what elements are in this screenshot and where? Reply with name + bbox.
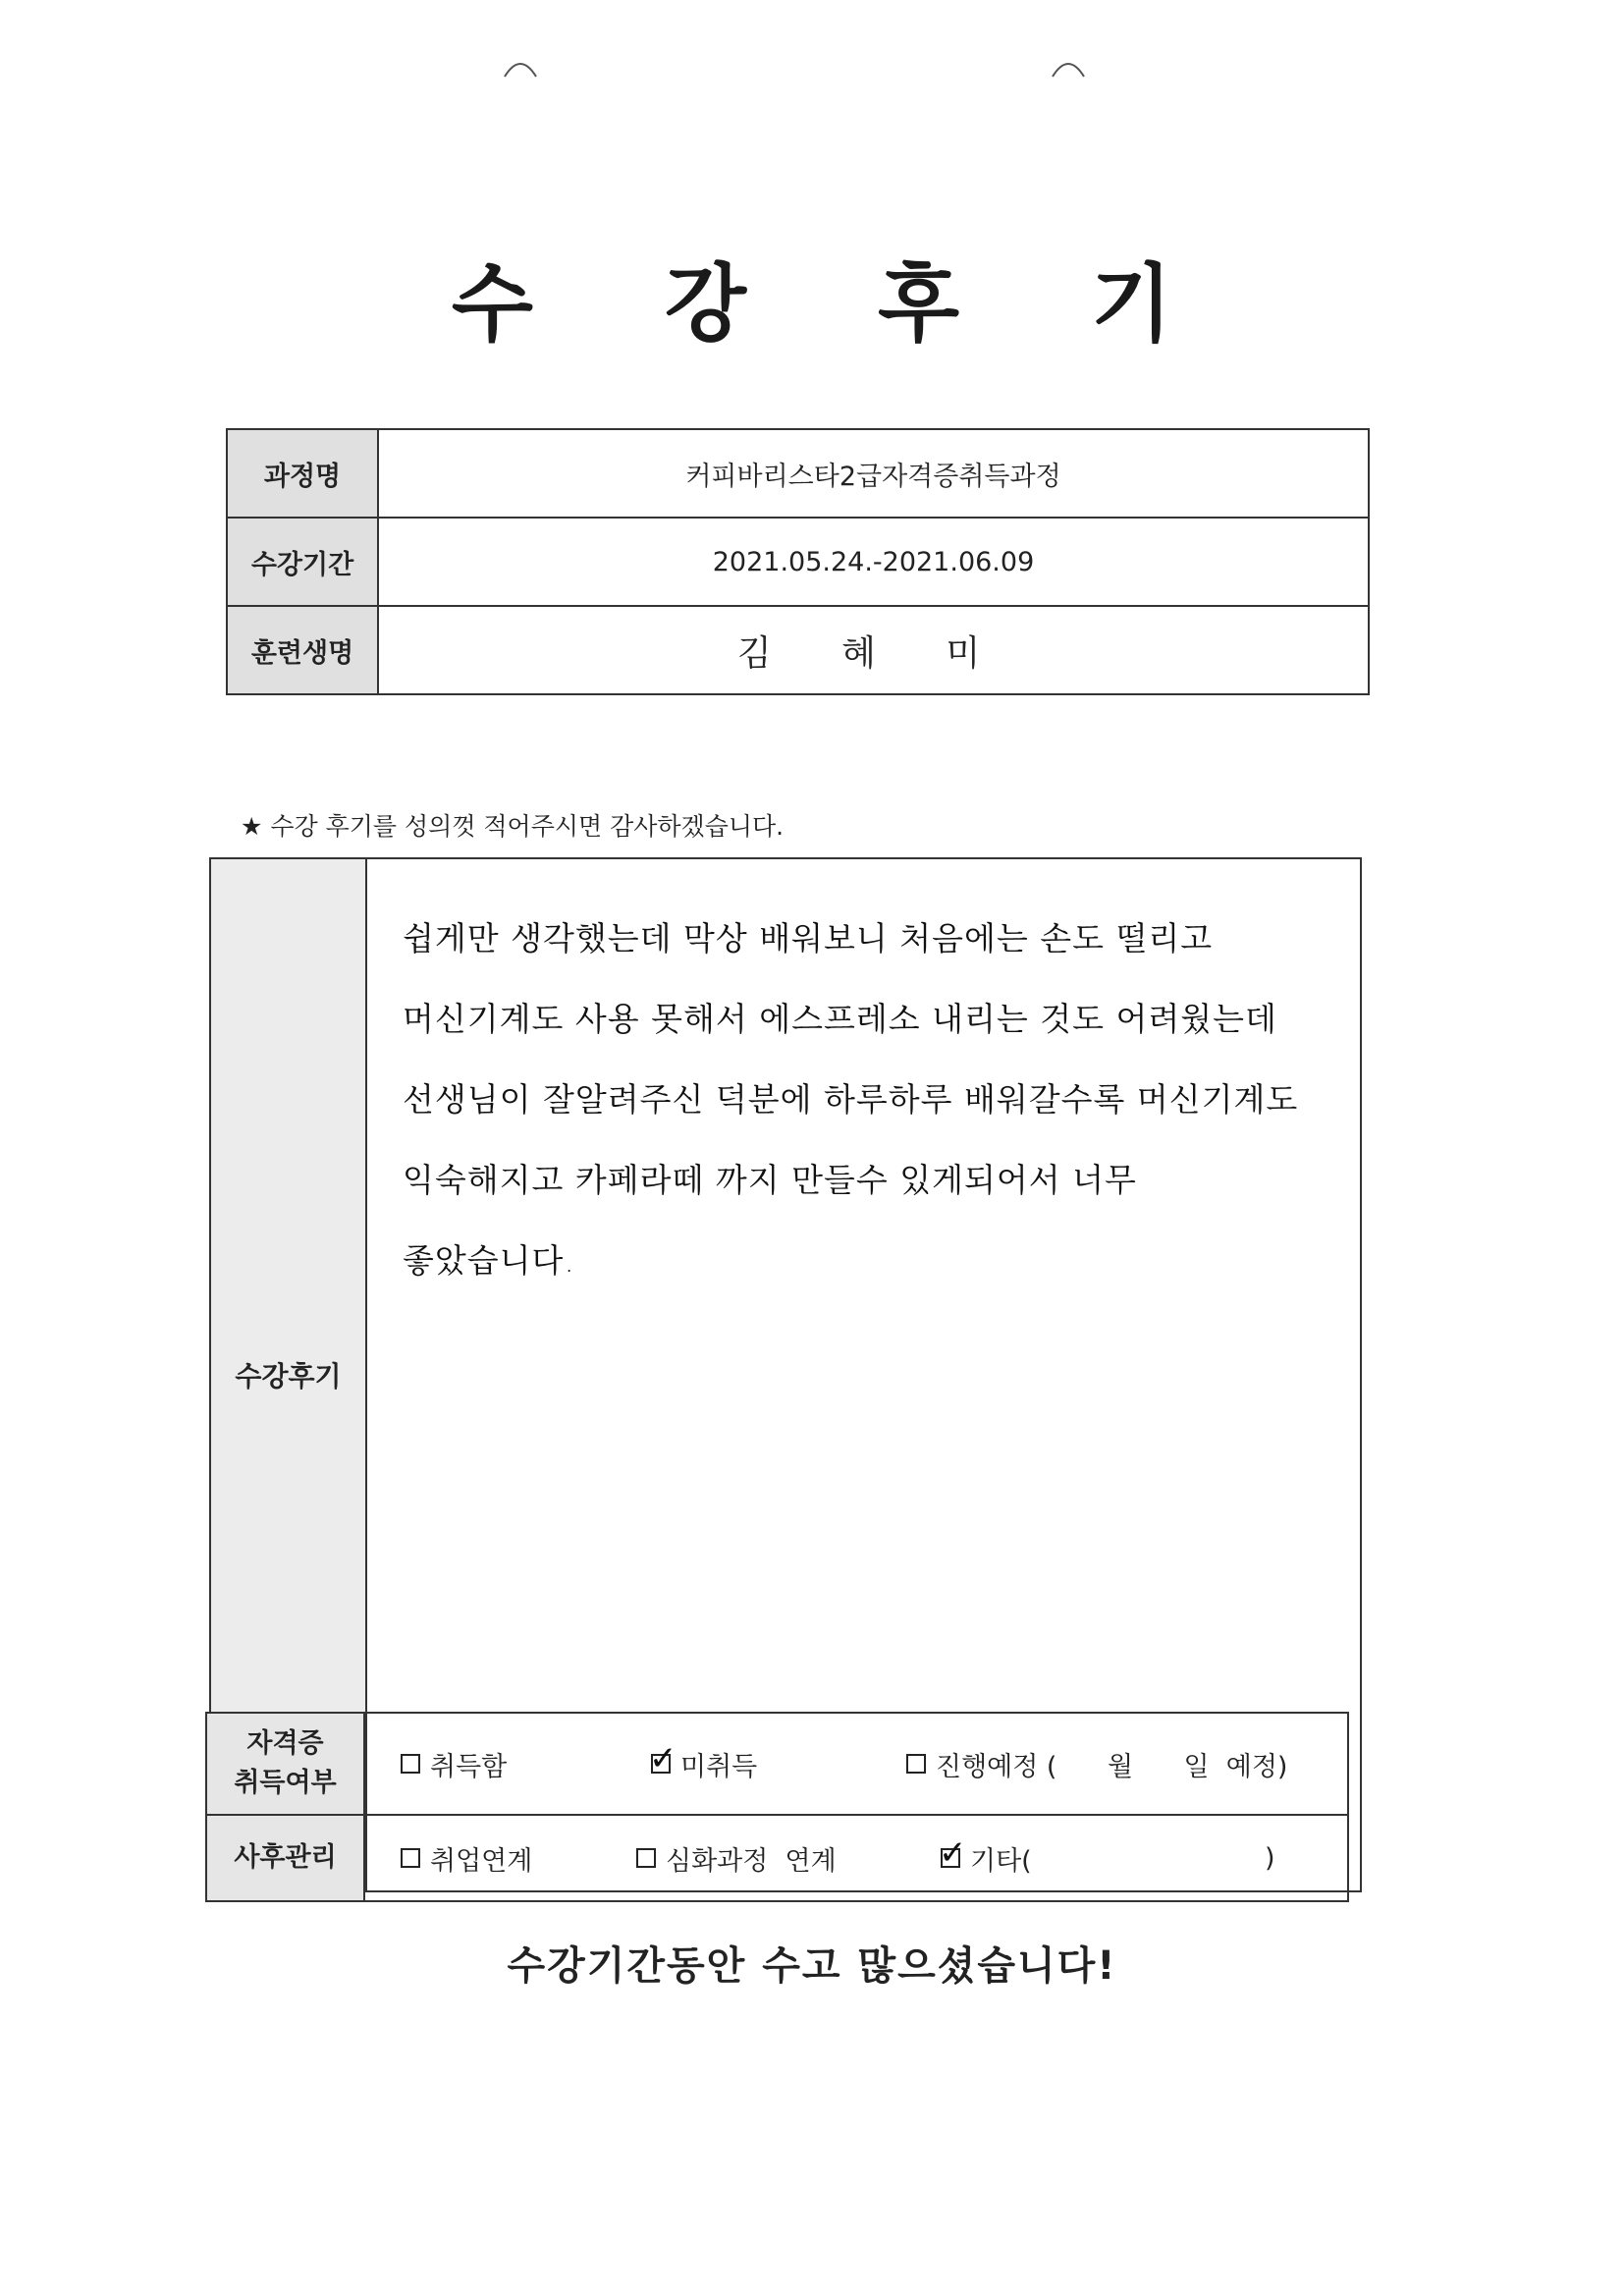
review-line: 머신기계도 사용 못해서 에스프레소 내리는 것도 어려웠는데 — [403, 1000, 1277, 1038]
option-other-close: ) — [1265, 1842, 1275, 1874]
followup-label: 사후관리 — [206, 1815, 364, 1901]
checkbox-not-acquired[interactable] — [649, 1739, 677, 1778]
review-line: 쉽게만 생각했는데 막상 배워보니 처음에는 손도 떨리고 — [403, 919, 1214, 957]
checkbox-employment[interactable] — [401, 1848, 420, 1868]
review-line: 선생님이 잘알려주신 덕분에 하루하루 배워갈수록 머신기계도 — [403, 1080, 1299, 1119]
checkmark-icon: ✓ — [939, 1833, 967, 1873]
checkbox-acquired[interactable] — [401, 1754, 420, 1774]
option-planned-label: 진행예정 ( 월 일 예정) — [936, 1751, 1288, 1782]
certificate-label — [206, 1713, 364, 1815]
closing-message: 수강기간동안 수고 많으셨습니다! — [507, 1943, 1117, 1989]
period-label: 수강기간 — [227, 518, 378, 606]
option-advanced-course-label: 심화과정 연계 — [666, 1845, 837, 1877]
checkbox-other[interactable] — [939, 1833, 967, 1873]
option-employment-label: 취업연계 — [430, 1845, 533, 1877]
course-info-table — [226, 428, 1370, 695]
option-planned[interactable] — [906, 1745, 1287, 1783]
period-row — [227, 518, 1369, 606]
certificate-row — [206, 1713, 1348, 1815]
review-line: 익숙해지고 카페라떼 까지 만들수 있게되어서 너무 — [403, 1161, 1137, 1199]
punch-hole-left — [503, 57, 538, 79]
option-acquired[interactable] — [401, 1745, 651, 1783]
page-title: 수 강 후 기 — [451, 254, 1224, 354]
trainee-name: 김 혜 미 — [378, 606, 1369, 694]
followup-options — [364, 1815, 1348, 1901]
trainee-row — [227, 606, 1369, 694]
option-not-acquired[interactable] — [649, 1739, 906, 1783]
option-employment[interactable] — [401, 1839, 636, 1878]
course-row — [227, 429, 1369, 518]
checkbox-advanced-course[interactable] — [636, 1848, 656, 1868]
course-label: 과정명 — [227, 429, 378, 518]
option-advanced-course[interactable] — [636, 1839, 941, 1878]
certificate-label-line2: 취득여부 — [234, 1768, 337, 1798]
status-table — [205, 1712, 1349, 1902]
certificate-options — [364, 1713, 1348, 1815]
option-not-acquired-label: 미취득 — [680, 1751, 758, 1782]
certificate-label-line1: 자격증 — [246, 1728, 324, 1759]
option-other[interactable] — [939, 1833, 1265, 1878]
checkmark-icon: ✓ — [649, 1739, 677, 1778]
followup-row — [206, 1815, 1348, 1901]
review-text — [403, 899, 1335, 1301]
punch-hole-right — [1051, 57, 1086, 79]
period-value: 2021.05.24.-2021.06.09 — [378, 518, 1369, 606]
review-label: 수강후기 — [211, 859, 367, 1890]
trainee-label: 훈련생명 — [227, 606, 378, 694]
checkbox-planned[interactable] — [906, 1754, 926, 1774]
notice-text: ★ 수강 후기를 성의껏 적어주시면 감사하겠습니다. — [241, 812, 785, 841]
option-other-label: 기타( — [970, 1845, 1032, 1877]
option-acquired-label: 취득함 — [430, 1751, 508, 1782]
course-value: 커피바리스타2급자격증취득과정 — [378, 429, 1369, 518]
review-line: 좋았습니다. — [403, 1241, 575, 1280]
